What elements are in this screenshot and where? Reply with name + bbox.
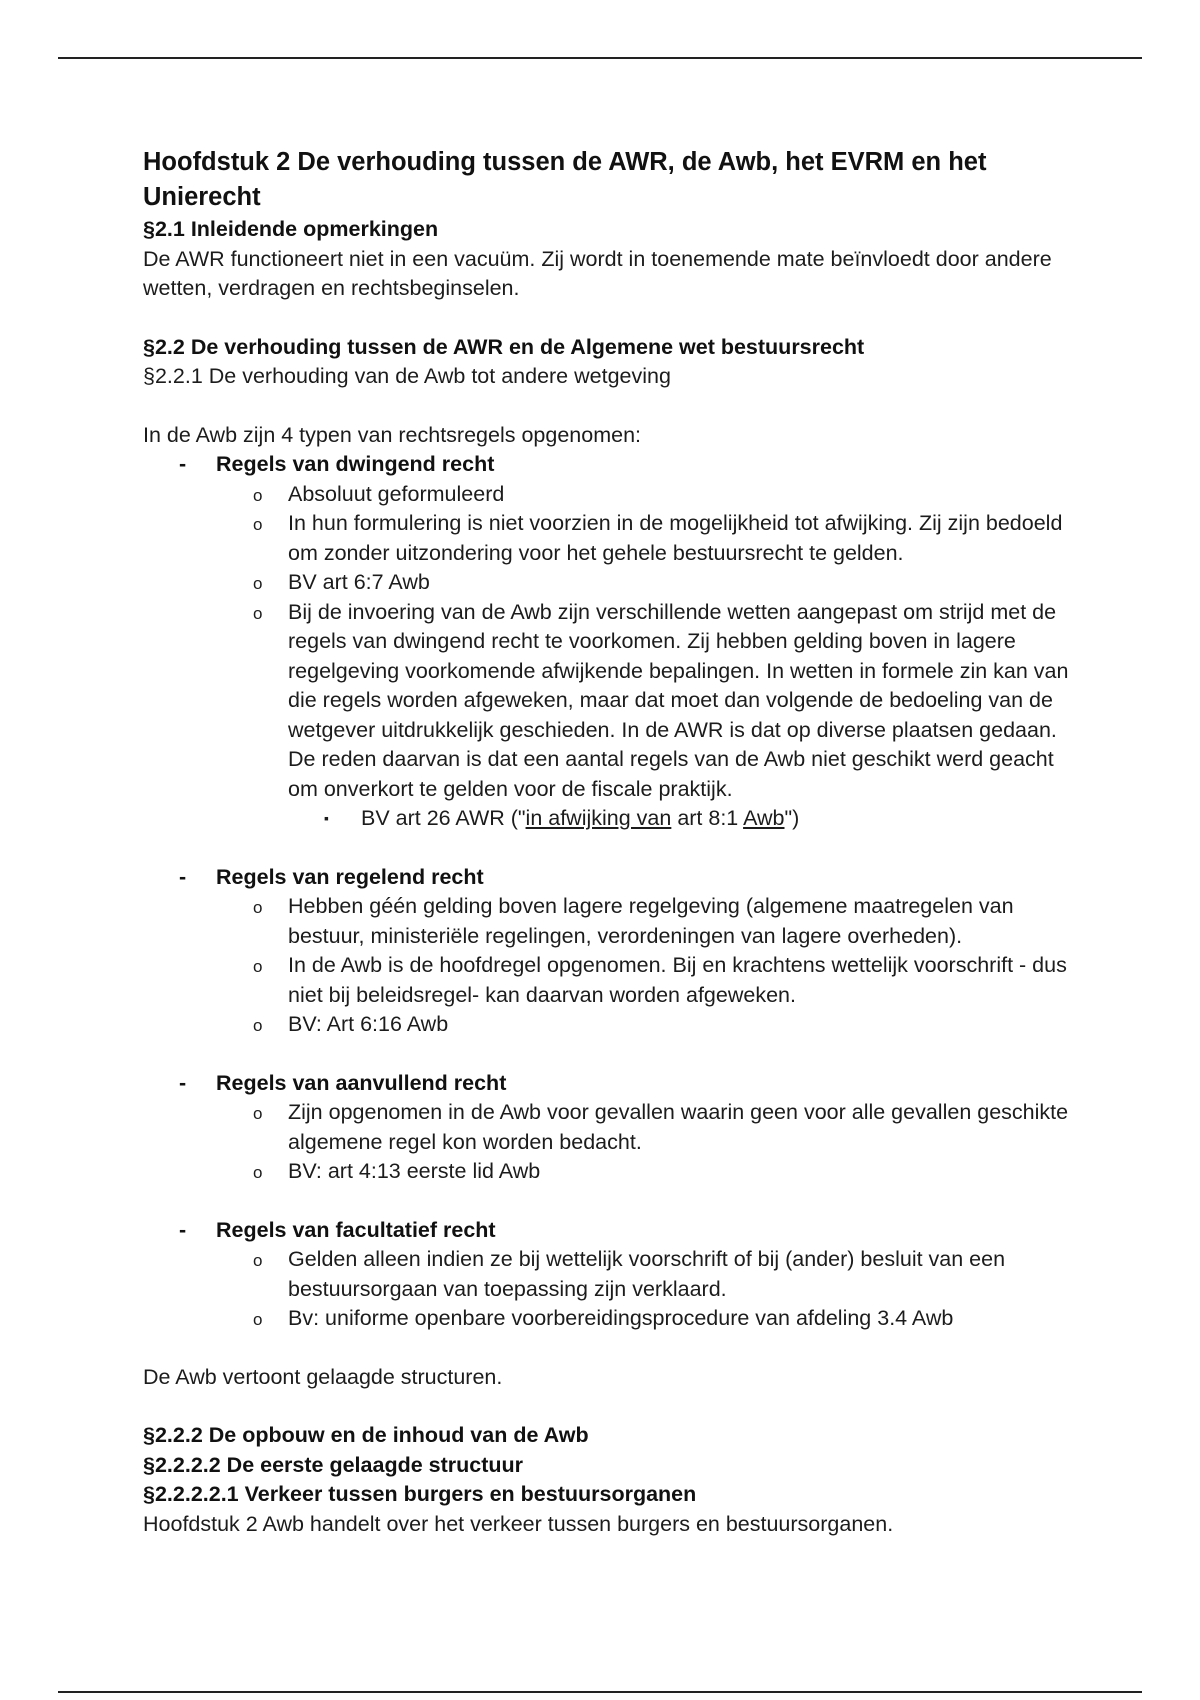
section-heading-2-2-2-2-1: §2.2.2.2.1 Verkeer tussen burgers en bestuursorganen [143,1482,697,1506]
list-item-aanvullend: - Regels van aanvullend recht [143,1069,1073,1099]
list-subitem: o Absoluut geformuleerd [143,480,1073,510]
chapter-title: Hoofdstuk 2 De verhouding tussen de AWR, de Awb, het EVRM en het Unierecht [143,148,987,211]
list-subitem: o In de Awb is de hoofdregel opgenomen. Bij en krachtens wettelijk voorschrift - dus niet bij beleidsregel- kan daarvan worden afgeweken. [253,953,1067,1007]
list-subitem: o Gelden alleen indien ze bij wettelijk voorschrift of bij (ander) besluit van een bestuursorgaan van toepassing zijn verklaard. [253,1247,1006,1301]
list-subitem: o BV: art 4:13 eerste lid Awb [143,1157,1073,1187]
circle-bullet: o [253,603,263,623]
list-intro: In de Awb zijn 4 typen van rechtsregels opgenomen: [143,422,642,447]
list-subsubitem: ▪ BV art 26 AWR ("in afwijking van art 8:1 Awb") [143,804,1073,834]
final-paragraph: Hoofdstuk 2 Awb handelt over het verkeer tussen burgers en bestuursorganen. [143,1511,894,1536]
page-header-rule [58,57,1142,59]
section-heading-2-1: §2.1 Inleidende opmerkingen [143,217,439,241]
dash-bullet: - [179,864,187,889]
list-subitem: o BV art 6:7 Awb [143,568,1073,598]
document-page [143,145,1073,1539]
section-heading-2-2-2-2: §2.2.2.2 De eerste gelaagde structuur [143,1452,524,1477]
subsection-heading-2-2-1: §2.2.1 De verhouding van de Awb tot andere wetgeving [143,364,671,388]
circle-bullet: o [253,957,263,976]
list-item-regelend: - Regels van regelend recht [143,863,1073,893]
circle-bullet: o [253,574,263,593]
list-item-facultatief: - Regels van facultatief recht [143,1216,1073,1246]
circle-bullet: o [253,1251,263,1270]
list-subitem: o Bij de invoering van de Awb zijn verschillende wetten aangepast om strijd met de regels van dwingend recht te voorkomen. Zij hebben gelding boven in lagere regelgeving voorkomende afwijkende bepalingen. In wetten in formele zin kan van die regels worden afgeweken, maar dat moet dan volgende de bedoeling van de wetgever uitdrukkelijk geschieden. In de AWR is dat op diverse plaatsen gedaan. De reden daarvan is dat een aantal regels van de Awb niet geschikt werd geacht om onverkort te gelden voor de fiscale praktijk. [253,599,1069,801]
list-subitem: o Zijn opgenomen in de Awb voor gevallen waarin geen voor alle gevallen geschikte algemene regel kon worden bedacht. [253,1100,1069,1154]
circle-bullet: o [253,1163,263,1182]
dash-bullet: - [179,452,187,476]
section-heading-2-2-2: §2.2.2 De opbouw en de inhoud van de Awb [143,1423,589,1447]
list-subitem: o In hun formulering is niet voorzien in de mogelijkheid tot afwijking. Zij zijn bedoeld om zonder uitzondering voor het gehele bestuursrecht te gelden. [253,511,1063,565]
circle-bullet: o [253,1104,263,1123]
square-bullet: ▪ [324,810,329,826]
circle-bullet: o [253,898,263,917]
list-subitem: o Hebben géén gelding boven lagere regelgeving (algemene maatregelen van bestuur, ministeriële regelingen, verordeningen van lagere overheden). [253,894,1014,948]
page-footer-rule [58,1691,1142,1693]
list-subitem: o Bv: uniforme openbare voorbereidingsprocedure van afdeling 3.4 Awb [143,1304,1073,1334]
list-item-dwingend: - Regels van dwingend recht [143,450,1073,480]
closing-paragraph: De Awb vertoont gelaagde structuren. [143,1364,503,1389]
circle-bullet: o [253,485,263,505]
circle-bullet: o [253,1310,263,1329]
circle-bullet: o [253,1016,263,1035]
circle-bullet: o [253,515,263,534]
list-subitem: o BV: Art 6:16 Awb [143,1010,1073,1040]
section-heading-2-2: §2.2 De verhouding tussen de AWR en de Algemene wet bestuursrecht [143,334,865,359]
paragraph-intro: De AWR functioneert niet in een vacuüm. Zij wordt in toenemende mate beïnvloedt door andere wetten, verdragen en rechtsbeginselen. [143,246,1052,300]
dash-bullet: - [179,1070,187,1095]
dash-bullet: - [179,1217,187,1242]
